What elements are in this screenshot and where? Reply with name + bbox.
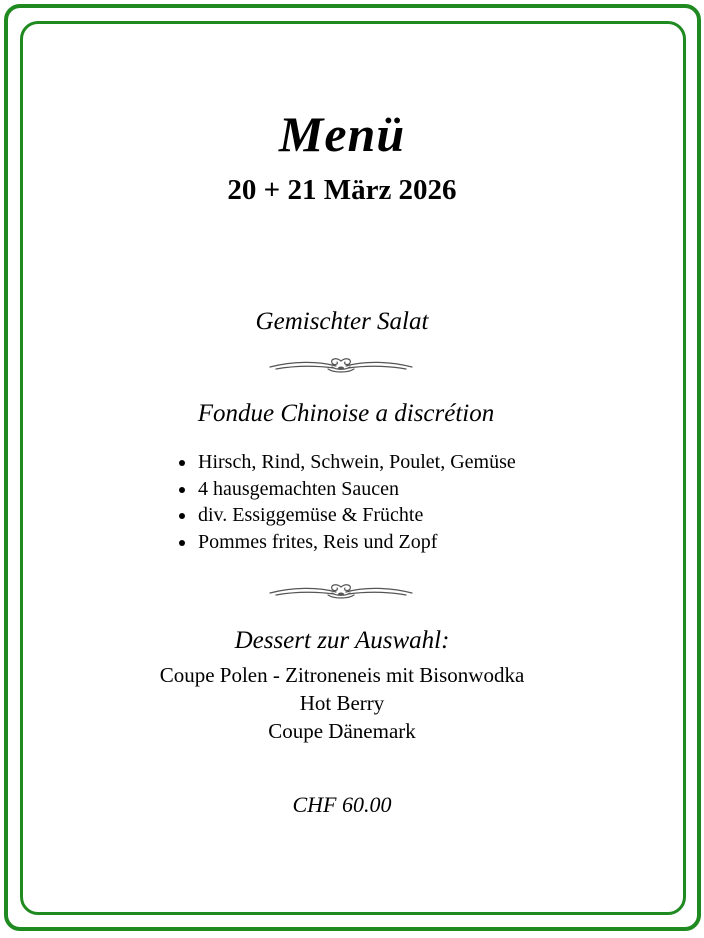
flourish-divider-icon xyxy=(268,581,414,603)
list-item: Pommes frites, Reis und Zopf xyxy=(178,529,516,556)
course-fondue-heading: Fondue Chinoise a discrétion xyxy=(197,400,495,427)
dessert-option: Coupe Dänemark xyxy=(268,719,416,743)
dessert-options xyxy=(0,661,684,745)
dessert-option: Hot Berry xyxy=(299,691,385,715)
menu-title: Menü xyxy=(278,106,406,162)
list-item: div. Essiggemüse & Früchte xyxy=(178,502,516,529)
course-salad-heading: Gemischter Salat xyxy=(255,308,429,335)
menu-price: CHF 60.00 xyxy=(292,792,392,817)
dessert-option: Coupe Polen - Zitroneneis mit Bisonwodka xyxy=(159,663,525,687)
fondue-items-list xyxy=(178,449,516,555)
list-item: 4 hausgemachten Saucen xyxy=(178,476,516,503)
flourish-divider-icon xyxy=(268,355,414,377)
dessert-heading: Dessert zur Auswahl: xyxy=(234,627,450,654)
list-item: Hirsch, Rind, Schwein, Poulet, Gemüse xyxy=(178,449,516,476)
menu-date: 20 + 21 März 2026 xyxy=(227,174,457,206)
